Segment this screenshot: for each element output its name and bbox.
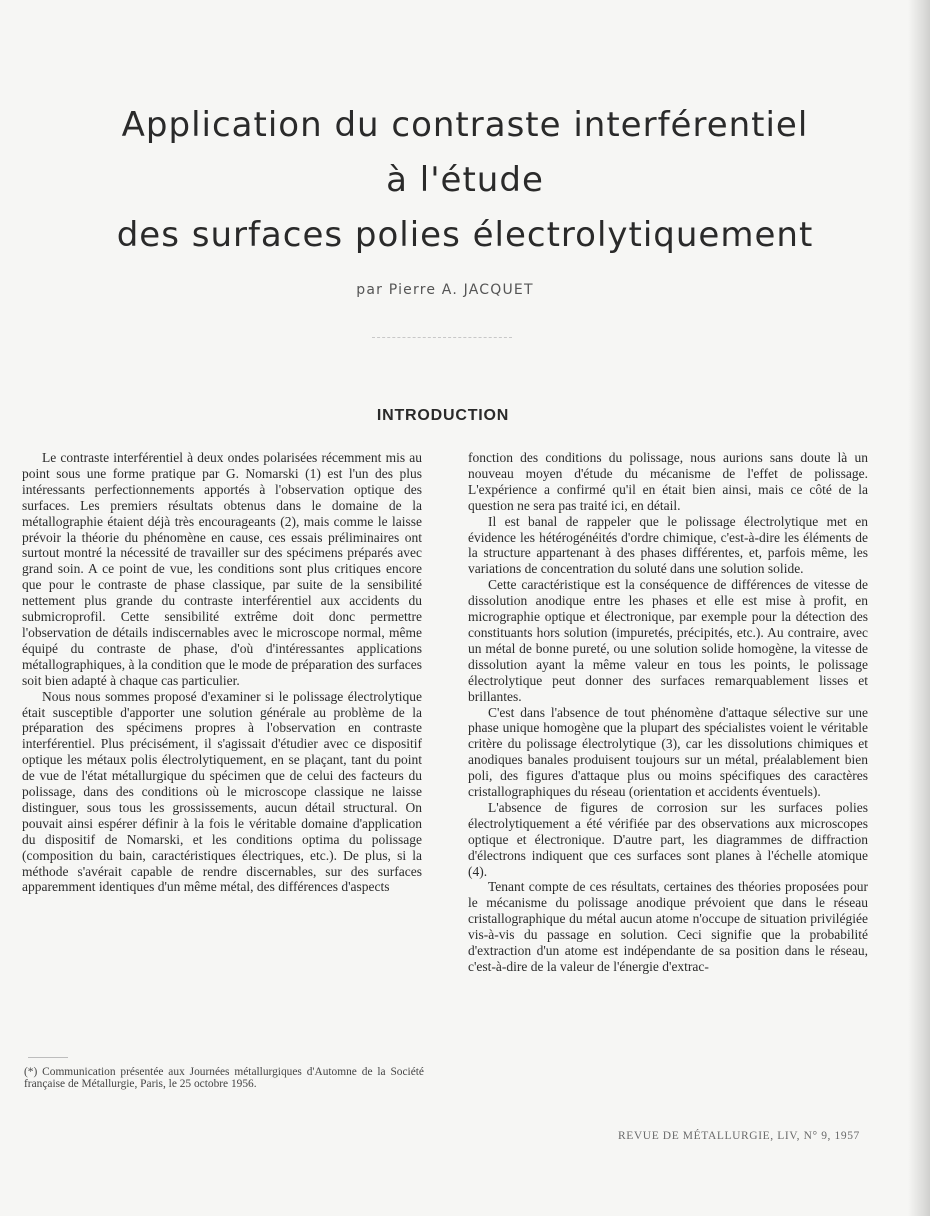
article-title-line-3: des surfaces polies électrolytiquement [116,215,814,255]
paragraph: Le contraste interférentiel à deux ondes polarisées récemment mis au point sous une forme pratique par G. Nomarski (1) est l'un des plus intéressants perfectionnements apportés à l'observation optique des surfaces. Les premiers résultats obtenus dans le domaine de la métallographie étaient déjà très encourageants (2), mais comme le laisse prévoir la théorie du phénomène en cause, ces essais préliminaires ont surtout montré la nécessité de travailler sur des spécimens préparés avec grand soin. A ce point de vue, les conditions sont plus critiques encore que pour le contraste de phase classique, par suite de la sensibilité nettement plus grande du contraste interférentiel aux accidents du submicroprofil. Cette sensibilité extrême doit donc permettre l'observation de détails indiscernables avec le microscope normal, même équipé du contraste de phase, d'où d'intéressantes applications métallographiques, à la condition que le mode de préparation des surfaces soit bien adapté à chaque cas particulier. [22,450,422,688]
author-byline: par Pierre A. JACQUET [356,282,534,298]
paragraph: L'absence de figures de corrosion sur les surfaces polies électrolytiquement a été vérifiée par des observations aux microscopes optique et électronique. D'autre part, les diagrammes de diffraction d'électrons indiquent que ces surfaces sont planes à l'échelle atomique (4). [468,799,868,879]
journal-running-footer: REVUE DE MÉTALLURGIE, LIV, N° 9, 1957 [618,1130,860,1142]
paragraph: fonction des conditions du polissage, nous aurions sans doute là un nouveau moyen d'étude du mécanisme de l'effet de polissage. L'expérience a confirmé qu'il en était bien ainsi, mais ce côté de la question ne sera pas traité ici, en détail. [468,450,868,513]
article-title-line-2: à l'étude [386,160,544,200]
title-separator-rule [372,337,512,338]
left-text-column [22,450,422,895]
paragraph: Cette caractéristique est la conséquence de différences de vitesse de dissolution anodique entre les phases et elle est mise à profit, en micrographie optique et électronique, par exemple pour la détection des constituants hors solution (impuretés, précipités, etc.). Au contraire, avec un métal de bonne pureté, ou une solution solide homogène, la vitesse de dissolution ayant la même valeur en tous les points, le polissage électrolytique peut donner des surfaces remarquablement lisses et brillantes. [468,577,868,704]
paragraph: Tenant compte de ces résultats, certaines des théories proposées pour le mécanisme du polissage anodique prévoient que dans le réseau cristallographique du métal aucun atome n'occupe de situation privilégiée vis-à-vis du passage en solution. Ceci signifie que la probabilité d'extraction d'un atome est indépendante de sa position dans le réseau, c'est-à-dire de la valeur de l'énergie d'extrac- [468,879,868,974]
article-title-line-1: Application du contraste interférentiel [121,105,809,145]
paragraph: C'est dans l'absence de tout phénomène d'attaque sélective sur une phase unique homogène que la plupart des spécialistes voient le véritable critère du polissage électrolytique (3), car les dissolutions chimiques et anodiques banales produisent toujours sur un métal, préalablement bien poli, des figures d'attaque plus ou moins spécifiques des caractères cristallographiques du réseau (orientation et accidents éventuels). [468,704,868,800]
right-text-column [468,450,868,975]
paragraph: Il est banal de rappeler que le polissage électrolytique met en évidence les hétérogénéités d'ordre chimique, c'est-à-dire les éléments de la structure appartenant à des phases différentes, et, parfois même, les variations de concentration du soluté dans une solution solide. [468,513,868,577]
footnote-separator [28,1057,68,1058]
paragraph: Nous nous sommes proposé d'examiner si le polissage électrolytique était susceptible d'apporter une solution générale au problème de la préparation des spécimens propres à l'observation en contraste interférentiel. Plus précisément, il s'agissait d'étudier avec ce dispositif optique les métaux polis électrolytiquement, en se plaçant, tant du point de vue de l'état métallurgique du spécimen que de celui des facteurs du polissage, dans des conditions où le microscope classique ne laisse distinguer, sous tous les grossissements, aucun détail structural. On pouvait ainsi espérer définir à la fois le véritable domaine d'application du dispositif de Nomarski, et les conditions optima du polissage (composition du bain, caractéristiques électriques, etc.). De plus, si la méthode s'avérait capable de rendre discernables, sur des surfaces apparemment identiques d'un même métal, des différences d'aspects [22,688,422,895]
footnote: (*) Communication présentée aux Journées métallurgiques d'Automne de la Société française de Métallurgie, Paris, le 25 octobre 1956. [24,1066,424,1091]
section-heading-introduction: INTRODUCTION [376,407,510,424]
